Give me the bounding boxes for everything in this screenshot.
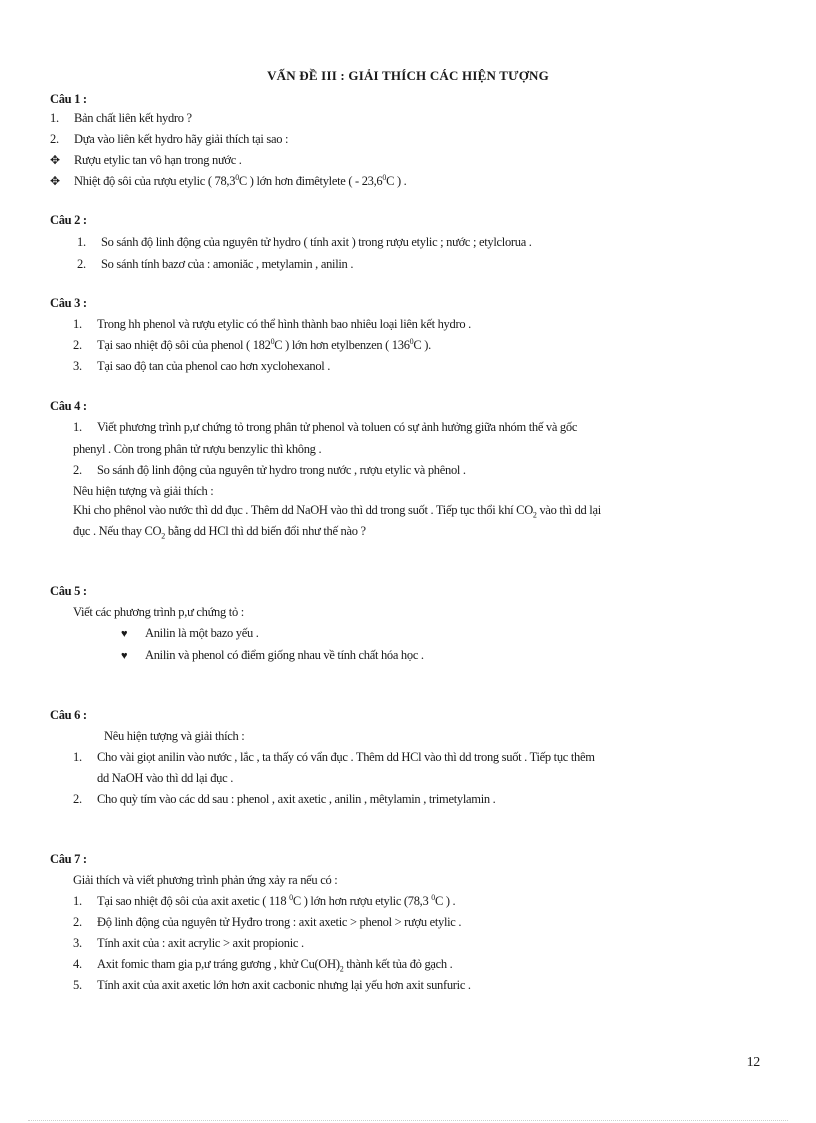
- list-item: [73, 956, 453, 972]
- page-title: VẤN ĐỀ III : GIẢI THÍCH CÁC HIỆN TƯỢNG: [267, 68, 549, 83]
- item-text: Tại sao độ tan của phenol cao hơn xyclohexanol .: [97, 359, 331, 373]
- question-4-heading: Câu 4 :: [50, 399, 87, 413]
- item-number: 1.: [73, 750, 82, 764]
- item-text: C ).: [413, 338, 431, 352]
- bullet-item: [121, 625, 259, 642]
- item-text: So sánh độ linh động của nguyên tử hydro ( tính axit ) trong rượu etylic ; nước ; etylclorua .: [101, 235, 532, 249]
- footer-divider: [28, 1120, 788, 1121]
- list-item: [73, 893, 455, 909]
- question-7-heading: Câu 7 :: [50, 852, 87, 866]
- item-text: C ) lớn hơn đimêtylete ( - 23,6: [238, 174, 383, 188]
- superscript: 0: [235, 172, 239, 182]
- item-text: Tính axit của : axit acrylic > axit propionic .: [97, 936, 304, 950]
- item-number: 2.: [73, 463, 82, 477]
- list-item: [73, 462, 466, 478]
- subscript: 2: [161, 531, 165, 541]
- item-text: Dựa vào liên kết hydro hãy giải thích tại sao :: [74, 132, 289, 146]
- item-text: Anilin là một bazo yếu .: [145, 626, 259, 640]
- bullet-item: [50, 152, 242, 168]
- question-5-heading: Câu 5 :: [50, 584, 87, 598]
- list-item: [73, 358, 330, 374]
- paragraph-line: [73, 523, 366, 539]
- question-1-heading: Câu 1 :: [50, 92, 87, 106]
- question-3-heading: Câu 3 :: [50, 296, 87, 310]
- item-text: bằng dd HCl thì dd biến đổi như thế nào ?: [165, 524, 366, 538]
- item-text: Trong hh phenol và rượu etylic có thể hình thành bao nhiêu loại liên kết hydro .: [97, 317, 471, 331]
- question-6-heading: Câu 6 :: [50, 708, 87, 722]
- heart-bullet-icon: ♥: [121, 628, 128, 640]
- item-text: thành kết tủa đỏ gạch .: [343, 957, 453, 971]
- item-text: So sánh độ linh động của nguyên tử hydro trong nước , rượu etylic và phênol .: [97, 463, 466, 477]
- item-text-continued: dd NaOH vào thì dd lại đục .: [97, 771, 234, 785]
- question-2-heading: Câu 2 :: [50, 213, 87, 227]
- item-text-continued: phenyl . Còn trong phân tử rượu benzylic thì không .: [73, 442, 322, 456]
- list-item: [73, 316, 471, 332]
- item-text: C ) lớn hơn rượu etylic (78,3: [292, 894, 432, 908]
- item-text: Tại sao nhiệt độ sôi của phenol ( 182: [97, 338, 271, 352]
- item-number: 2.: [73, 792, 82, 806]
- item-text: Độ linh động của nguyên tử Hyđro trong : axit axetic > phenol > rượu etylic .: [97, 915, 462, 929]
- item-text: Khi cho phênol vào nước thì dd đục . Thêm dd NaOH vào thì dd trong suốt . Tiếp tục thổi khí CO: [73, 503, 533, 517]
- list-item: [50, 131, 288, 147]
- superscript: 0: [270, 336, 275, 346]
- list-item: [73, 791, 495, 807]
- item-text: Nhiệt độ sôi của rượu etylic ( 78,3: [74, 174, 236, 188]
- item-text: Viết phương trình p,ư chứng tỏ trong phân tử phenol và toluen có sự ảnh hưởng giữa nhóm thế và gốc: [97, 420, 578, 434]
- item-number: 5.: [73, 978, 82, 992]
- list-item: [73, 419, 577, 435]
- list-item: [73, 749, 595, 765]
- instruction-text: Giải thích và viết phương trình phản ứng xảy ra nếu có :: [73, 873, 338, 887]
- instruction-text: Nêu hiện tượng và giải thích :: [104, 729, 245, 743]
- item-text: Anilin và phenol có điểm giống nhau về tính chất hóa học .: [145, 648, 424, 662]
- superscript: 0: [289, 892, 293, 902]
- item-number: 3.: [73, 359, 82, 373]
- diamond-bullet-icon: ✥: [50, 174, 60, 188]
- list-item: [73, 337, 431, 353]
- diamond-bullet-icon: ✥: [50, 153, 60, 167]
- item-text: Tính axit của axit axetic lớn hơn axit cacbonic nhưng lại yếu hơn axit sunfuric .: [97, 978, 471, 992]
- superscript: 0: [382, 172, 387, 182]
- item-text: Cho vài giọt anilin vào nước , lắc , ta thấy có vẩn đục . Thêm dd HCl vào thì dd trong suốt . Tiếp tục thêm: [97, 750, 595, 764]
- paragraph-line: [73, 502, 601, 518]
- list-item: [73, 914, 461, 930]
- item-number: 2.: [50, 132, 59, 146]
- item-number: 1.: [73, 420, 82, 434]
- item-text: đục . Nếu thay CO: [73, 524, 162, 538]
- item-text: Tại sao nhiệt độ sôi của axit axetic ( 118: [97, 894, 290, 908]
- item-number: 1.: [77, 235, 86, 249]
- bullet-item: [50, 173, 406, 189]
- list-item: [77, 234, 532, 250]
- item-text: vào thì dd lại: [536, 503, 601, 517]
- heart-bullet-icon: ♥: [121, 650, 128, 662]
- item-number: 1.: [73, 317, 82, 331]
- item-number: 1.: [73, 894, 82, 908]
- item-text: C ) .: [386, 174, 407, 188]
- item-number: 3.: [73, 936, 82, 950]
- item-text: Bản chất liên kết hydro ?: [74, 111, 192, 125]
- list-item: [73, 977, 471, 993]
- item-number: 1.: [50, 111, 59, 125]
- list-item: [77, 256, 353, 272]
- list-item: [73, 935, 304, 951]
- item-text: C ) lớn hơn etylbenzen ( 136: [274, 338, 410, 352]
- item-number: 4.: [73, 957, 82, 971]
- instruction-text: Viết các phương trình p,ư chứng tỏ :: [73, 605, 244, 619]
- subscript: 2: [339, 964, 344, 974]
- list-item: [50, 110, 192, 126]
- item-text: Axit fomic tham gia p,ư tráng gương , khử Cu(OH): [97, 957, 340, 971]
- item-number: 2.: [77, 257, 86, 271]
- item-text: Cho quỳ tím vào các dd sau : phenol , axit axetic , anilin , mêtylamin , trimetylamin .: [97, 792, 496, 806]
- superscript: 0: [409, 336, 414, 346]
- item-text: C ) .: [434, 894, 456, 908]
- superscript: 0: [431, 892, 435, 902]
- item-number: 2.: [73, 338, 82, 352]
- item-text: So sánh tính bazơ của : amoniăc , metylamin , anilin .: [101, 257, 354, 271]
- subscript: 2: [532, 510, 537, 520]
- item-text: Rượu etylic tan vô hạn trong nước .: [74, 153, 242, 167]
- instruction-text: Nêu hiện tượng và giải thích :: [73, 484, 214, 498]
- bullet-item: [121, 647, 424, 664]
- item-number: 2.: [73, 915, 82, 929]
- page-number: 12: [746, 1055, 760, 1070]
